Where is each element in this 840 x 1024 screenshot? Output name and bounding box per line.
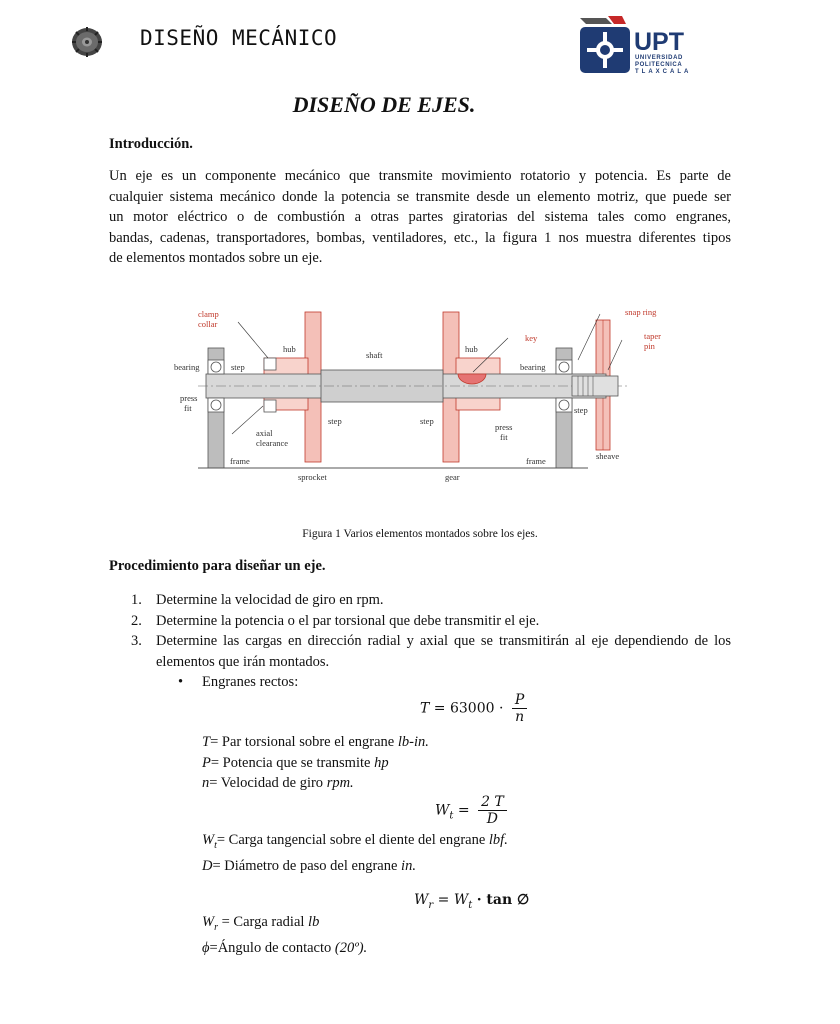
upt-logo-sub-3: TLAXCALA: [635, 69, 692, 75]
formula-radial: $W_r = W_t \cdot \tan$ ∅: [414, 892, 530, 911]
label-taper: taper: [644, 331, 661, 341]
upt-logo-text: UPT: [634, 28, 684, 56]
label-step-mid-right: step: [420, 416, 434, 426]
label-step-right: step: [574, 405, 588, 415]
label-pin: pin: [644, 341, 655, 351]
label-gear: gear: [445, 472, 460, 482]
label-press: press: [180, 393, 198, 403]
definitions-torque: [202, 732, 429, 794]
formula-torque-lhs: T: [420, 700, 430, 717]
intro-line: bandas, cadenas, transportadores, bombas, ventiladores, etc., la figura 1 nos muestra diferentes tipos: [109, 229, 731, 246]
label-step-top-left: step: [231, 362, 245, 372]
label-snap-ring: snap ring: [625, 307, 657, 317]
bullet-icon: •: [178, 674, 184, 690]
intro-paragraph: [109, 166, 731, 269]
definitions-radial: [202, 912, 367, 959]
label-fit: fit: [184, 403, 192, 413]
label-step-mid-left: step: [328, 416, 342, 426]
label-key: key: [525, 333, 538, 343]
label-bearing-right: bearing: [520, 362, 546, 372]
label-frame-left: frame: [230, 456, 250, 466]
label-sheave: sheave: [596, 451, 620, 461]
step-item: [109, 631, 731, 672]
definition-row: P= Potencia que se transmite hp: [202, 754, 389, 771]
label-clearance: clearance: [256, 438, 289, 448]
label-fit-right: fit: [500, 432, 508, 442]
definition-row: $W_r$ = Carga radial lb: [202, 914, 320, 933]
step-text: Determine la velocidad de giro en rpm.: [156, 592, 384, 608]
label-sprocket: sprocket: [298, 472, 327, 482]
definition-row: D= Diámetro de paso del engrane in.: [202, 858, 416, 875]
step-text: Determine las cargas en dirección radial y axial que se transmitirán al eje dependiendo de los elementos que irán montados.: [156, 633, 731, 670]
formula-torque-den: n: [515, 709, 525, 725]
formula-torque-eq: = 63000 ·: [433, 700, 504, 717]
upt-logo: [578, 14, 718, 76]
label-hub-right: hub: [465, 344, 478, 354]
procedure-heading: Procedimiento para diseñar un eje.: [109, 558, 326, 574]
step-number: 3.: [131, 633, 142, 649]
definition-row: n= Velocidad de giro rpm.: [202, 775, 354, 791]
label-clamp: clamp: [198, 309, 219, 319]
formula-tangential-fraction: $\frac{2 T}{D}$: [478, 794, 507, 827]
step-item: [109, 611, 731, 632]
header-title: DISEÑO MECÁNICO: [140, 26, 338, 50]
label-shaft: shaft: [366, 350, 383, 360]
intro-line: de elementos montados sobre un eje.: [109, 250, 323, 266]
figure-caption: Figura 1 Varios elementos montados sobre los ejes.: [302, 528, 538, 540]
step-number: 1.: [131, 592, 142, 608]
definition-row: ϕ=Ángulo de contacto (20º).: [202, 940, 368, 957]
intro-line: cualquier sistema mecánico donde la potencia se transmite desde un elemento motriz, que puede ser: [109, 188, 731, 205]
definition-row: $W_t=$ Carga tangencial sobre el diente del engrane lbf.: [202, 832, 508, 851]
formula-torque: [420, 692, 527, 725]
formula-torque-fraction: [512, 692, 527, 725]
intro-heading: Introducción.: [109, 136, 193, 152]
intro-line: un motor eléctrico o de combustión a otras partes giratorias del sistema tales como engranes,: [109, 209, 731, 225]
gear-logo-icon: [70, 26, 104, 58]
label-collar: collar: [198, 319, 218, 329]
shaft-assembly-figure: [168, 300, 661, 490]
upt-logo-sub-2: POLITECNICA: [635, 62, 683, 68]
intro-line: Un eje es un componente mecánico que transmite movimiento rotatorio y potencia. Es parte de: [109, 168, 731, 184]
step-text: Determine la potencia o el par torsional que debe transmitir el eje.: [156, 612, 540, 629]
bullet-text: Engranes rectos:: [202, 674, 299, 690]
label-frame-right: frame: [526, 456, 546, 466]
label-press-right: press: [495, 422, 513, 432]
formula-tangential: $W_t$ = $\frac{2 T}{D}$: [435, 794, 507, 827]
label-bearing-left: bearing: [174, 362, 200, 372]
upt-logo-sub-1: UNIVERSIDAD: [635, 55, 683, 61]
step-number: 2.: [131, 612, 142, 629]
definition-row: T= Par torsional sobre el engrane lb-in.: [202, 734, 429, 750]
document-title: DISEÑO DE EJES.: [292, 92, 476, 117]
procedure-steps: [109, 590, 731, 672]
definitions-tangential: [202, 830, 508, 877]
label-axial: axial: [256, 428, 273, 438]
label-hub-left: hub: [283, 344, 296, 354]
formula-torque-num: P: [514, 692, 525, 708]
step-item: [109, 590, 731, 611]
